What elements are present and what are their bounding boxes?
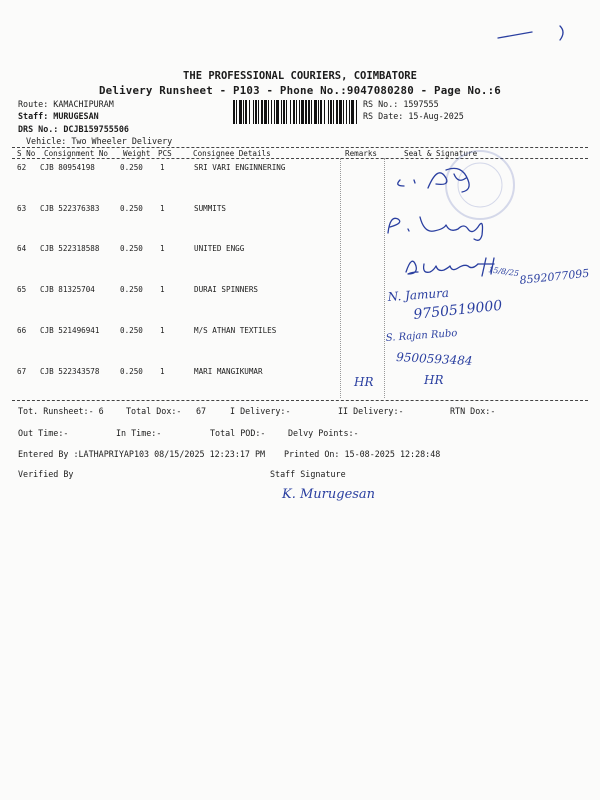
- cell-consignee: UNITED ENGG: [194, 244, 245, 254]
- barcode-bar: [253, 100, 254, 124]
- barcode-bar: [293, 100, 295, 124]
- tot-runsheet: Tot. Runsheet:- 6: [18, 406, 104, 416]
- cell-consignee: DURAI SPINNERS: [194, 285, 259, 295]
- cell-sno: 66: [17, 325, 27, 335]
- barcode-bar: [233, 100, 235, 124]
- row65-phone: 9750519000: [412, 297, 504, 323]
- barcode-bar: [261, 100, 263, 124]
- col-weight: Weight: [123, 149, 151, 158]
- col-remarks: Remarks: [345, 149, 378, 158]
- barcode-bar: [245, 100, 247, 124]
- barcode-bar: [318, 100, 319, 124]
- cell-sno: 63: [17, 203, 27, 213]
- barcode-bar: [351, 100, 354, 124]
- barcode-bar: [339, 100, 342, 124]
- rtn-dox: RTN Dox:-: [450, 406, 496, 416]
- signature-row62: [388, 160, 498, 200]
- row66-phone: 9500593484: [395, 350, 473, 368]
- entered-by: Entered By :LATHAPRIYAP103 08/15/2025 12:23:17 PM: [18, 449, 266, 459]
- rs-date-label: RS Date: 15-Aug-2025: [363, 111, 464, 121]
- barcode-bar: [283, 100, 285, 124]
- barcode-bar: [320, 100, 322, 124]
- cell-sno: 67: [17, 366, 27, 376]
- barcode-bar: [328, 100, 329, 124]
- drs-no-label: DRS No.: DCJB159755506: [18, 124, 129, 134]
- rs-no-label: RS No.: 1597555: [363, 99, 439, 109]
- total-dox-value: 67: [196, 406, 207, 416]
- cell-weight: 0.250: [120, 325, 143, 335]
- barcode-bar: [346, 100, 347, 124]
- staff-signature-label: Staff Signature: [270, 469, 346, 479]
- barcode-bar: [314, 100, 317, 124]
- cell-pcs: 1: [160, 325, 165, 335]
- cell-weight: 0.250: [120, 244, 143, 254]
- signature-row66: [382, 325, 542, 368]
- staff-signature: [278, 478, 408, 508]
- barcode-bar: [305, 100, 307, 124]
- barcode-bar: [286, 100, 287, 124]
- ii-delivery: II Delivery:-: [338, 406, 404, 416]
- barcode-bar: [271, 100, 272, 124]
- row65-name: N. Jamura: [387, 285, 450, 304]
- cell-consignee: SRI VARI ENGINNERING: [194, 163, 286, 172]
- barcode-bar: [301, 100, 304, 124]
- col-seal: Seal & Signature: [404, 149, 478, 158]
- total-dox-label: Total Dox:-: [126, 406, 182, 416]
- cell-pcs: 1: [160, 244, 165, 254]
- i-delivery: I Delivery:-: [230, 406, 291, 416]
- barcode-bar: [276, 100, 279, 124]
- cell-consignment: CJB 522343578: [40, 366, 100, 376]
- cell-sno: 65: [17, 285, 27, 295]
- cell-consignment: CJB 522318588: [40, 244, 100, 254]
- barcode-bar: [268, 100, 269, 124]
- total-pod: Total POD:-: [210, 428, 266, 438]
- barcode-bar: [290, 100, 291, 124]
- cell-consignment: CJB 80954198: [40, 163, 95, 172]
- route-label: Route: KAMACHIPURAM: [18, 99, 114, 109]
- cell-pcs: 1: [160, 366, 165, 376]
- barcode-bar: [236, 100, 237, 124]
- row63-note: 15/8/25: [487, 265, 520, 279]
- staff-label: Staff: MURUGESAN: [18, 111, 99, 121]
- signature-row65: [378, 285, 578, 327]
- barcode-bar: [336, 100, 338, 124]
- barcode-bar: [274, 100, 275, 124]
- verified-by: Verified By: [18, 469, 74, 479]
- cell-consignee: M/S ATHAN TEXTILES: [194, 325, 277, 335]
- barcode-bar: [333, 100, 334, 124]
- barcode-bar: [343, 100, 344, 124]
- col-pcs: PCS: [158, 149, 172, 158]
- cell-weight: 0.250: [120, 203, 143, 213]
- staff-signature-text: K. Murugesan: [282, 487, 376, 502]
- vehicle-label: Vehicle: Two Wheeler Delivery: [26, 136, 173, 146]
- cell-consignment: CJB 521496941: [40, 325, 100, 335]
- signature-row64: [402, 250, 600, 290]
- barcode: [233, 100, 358, 124]
- signature-row67: [344, 368, 484, 392]
- cell-weight: 0.250: [120, 285, 143, 295]
- barcode-bar: [239, 100, 242, 124]
- barcode-bar: [308, 100, 310, 124]
- table-bottom-rule: [12, 400, 588, 401]
- pen-mark-top: [490, 22, 580, 47]
- barcode-bar: [243, 100, 244, 124]
- printed-on: Printed On: 15-08-2025 12:28:48: [284, 449, 441, 459]
- cell-consignee: MARI MANGIKUMAR: [194, 366, 263, 376]
- out-time: Out Time:-: [18, 428, 69, 438]
- barcode-bar: [311, 100, 312, 124]
- barcode-bar: [249, 100, 250, 124]
- cell-consignment: CJB 522376383: [40, 203, 100, 213]
- cell-consignment: CJB 81325704: [40, 285, 95, 295]
- cell-weight: 0.250: [120, 366, 143, 376]
- barcode-bar: [330, 100, 332, 124]
- cell-sno: 62: [17, 163, 27, 172]
- col-consignment: Consignment No: [44, 149, 109, 158]
- barcode-bar: [324, 100, 325, 124]
- barcode-bar: [356, 100, 357, 124]
- barcode-bar: [258, 100, 259, 124]
- runsheet-title: Delivery Runsheet - P103 - Phone No.:9047080280 - Page No.:6: [98, 84, 502, 97]
- cell-pcs: 1: [160, 203, 165, 213]
- remarks-divider: [340, 158, 341, 398]
- barcode-bar: [264, 100, 267, 124]
- signature-row63: [382, 205, 502, 245]
- barcode-bar: [299, 100, 300, 124]
- row66-name: S. Rajan Rubo: [385, 328, 458, 344]
- barcode-bar: [349, 100, 350, 124]
- cell-pcs: 1: [160, 285, 165, 295]
- company-title: THE PROFESSIONAL COURIERS, COIMBATORE: [183, 70, 417, 82]
- in-time: In Time:-: [116, 428, 162, 438]
- cell-pcs: 1: [160, 163, 165, 172]
- row67-initials-2: HR: [424, 373, 444, 387]
- barcode-bar: [296, 100, 297, 124]
- barcode-bar: [281, 100, 282, 124]
- cell-sno: 64: [17, 244, 27, 254]
- cell-weight: 0.250: [120, 163, 143, 172]
- row67-initials-1: HR: [354, 375, 374, 389]
- barcode-bar: [255, 100, 257, 124]
- row63-phone: 8592077095: [518, 266, 590, 287]
- col-sno: S No: [17, 149, 36, 158]
- delvy-points: Delvy Points:-: [288, 428, 359, 438]
- col-consignee: Consignee Details: [193, 149, 271, 158]
- cell-consignee: SUMMITS: [194, 203, 227, 213]
